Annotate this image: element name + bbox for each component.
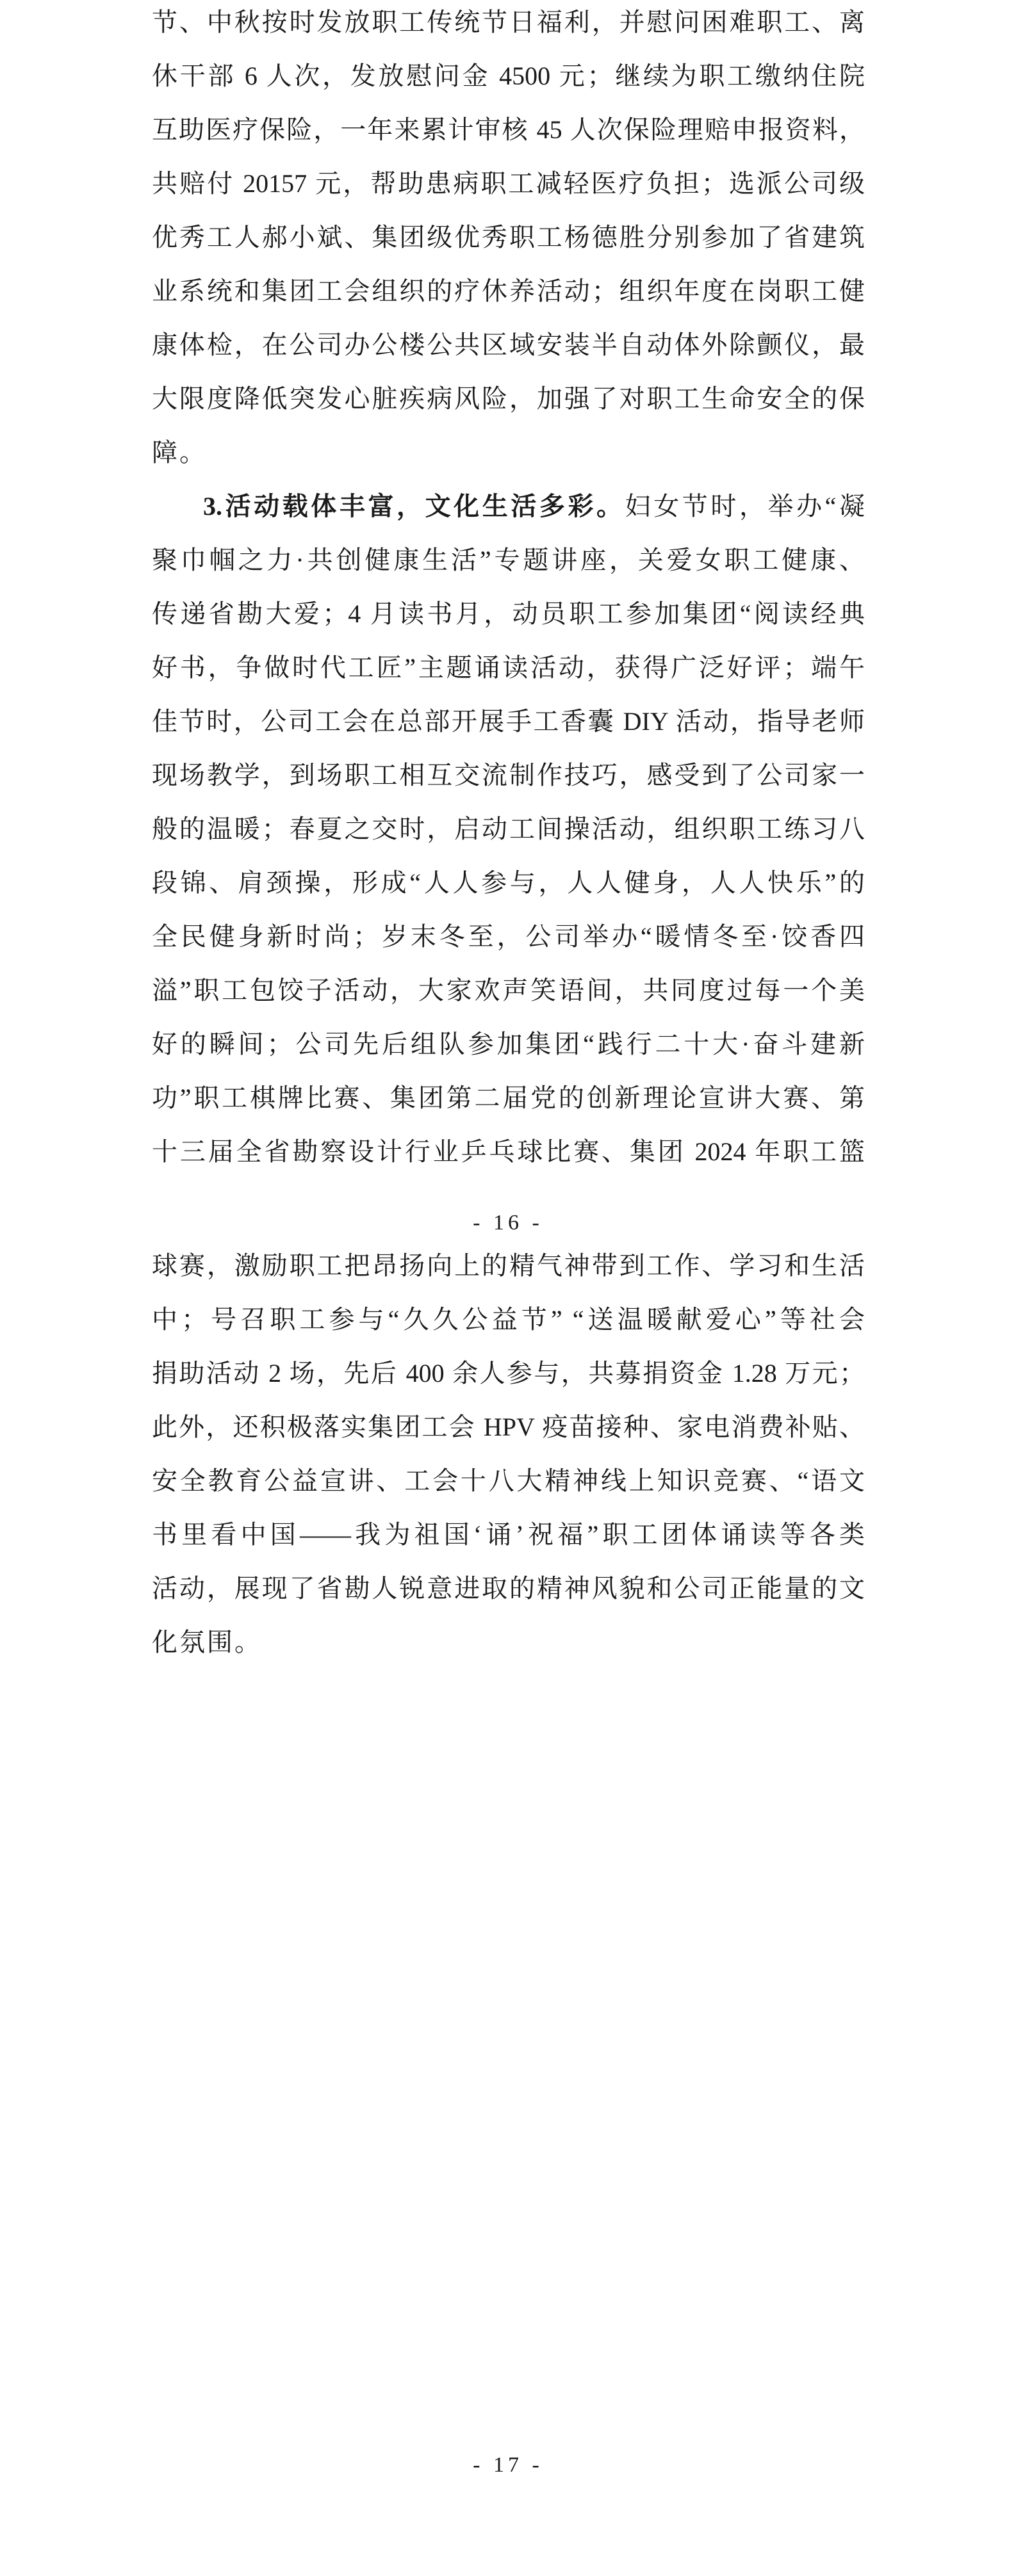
text-line: 活动，展现了省勘人锐意进取的精神风貌和公司正能量的文 <box>152 1574 865 1603</box>
text-line: 中；号召职工参与“久久公益节” “送温暖献爱心”等社会 <box>152 1305 865 1334</box>
text-line: 球赛，激励职工把昂扬向上的精气神带到工作、学习和生活 <box>152 1251 865 1280</box>
text-line: 溢”职工包饺子活动，大家欢声笑语间，共同度过每一个美 <box>152 976 865 1005</box>
text-line: 传递省勘大爱；4 月读书月，动员职工参加集团“阅读经典 <box>152 599 865 628</box>
text-line: 休干部 6 人次，发放慰问金 4500 元；继续为职工缴纳住院 <box>152 61 865 90</box>
page17-text-block <box>152 1239 865 1669</box>
text-line: 化氛围。 <box>152 1628 262 1657</box>
paragraph-heading: 3.活动载体丰富，文化生活多彩。 <box>203 492 625 521</box>
text-line: 全民健身新时尚；岁末冬至，公司举办“暖情冬至·饺香四 <box>152 922 865 951</box>
page16-text-block <box>152 0 865 1179</box>
text-line: 现场教学，到场职工相互交流制作技巧，感受到了公司家一 <box>152 761 865 790</box>
text-line: 节、中秋按时发放职工传统节日福利，并慰问困难职工、离 <box>152 8 865 36</box>
text-line: 安全教育公益宣讲、工会十八大精神线上知识竞赛、“语文 <box>152 1466 865 1495</box>
text-line: 优秀工人郝小斌、集团级优秀职工杨德胜分别参加了省建筑 <box>152 223 865 252</box>
text-line: 此外，还积极落实集团工会 HPV 疫苗接种、家电消费补贴、 <box>152 1413 865 1441</box>
paragraph-text: 妇女节时，举办“凝 <box>625 492 865 521</box>
text-line: 大限度降低突发心脏疾病风险，加强了对职工生命安全的保 <box>152 384 865 413</box>
text-line: 好书，争做时代工匠”主题诵读活动，获得广泛好评；端午 <box>152 653 865 682</box>
text-line <box>152 480 865 533</box>
page-number-17: - 17 - <box>473 2453 543 2477</box>
text-line: 共赔付 20157 元，帮助患病职工减轻医疗负担；选派公司级 <box>152 169 865 198</box>
text-line: 佳节时，公司工会在总部开展手工香囊 DIY 活动，指导老师 <box>152 707 865 736</box>
text-line: 好的瞬间；公司先后组队参加集团“践行二十大·奋斗建新 <box>152 1030 865 1058</box>
text-line: 段锦、肩颈操，形成“人人参与，人人健身，人人快乐”的 <box>152 868 865 897</box>
text-line: 互助医疗保险，一年来累计审核 45 人次保险理赔申报资料， <box>152 115 865 144</box>
page-number-16: - 16 - <box>473 1211 543 1235</box>
text-line: 障。 <box>152 438 207 467</box>
text-line: 十三届全省勘察设计行业乒乓球比赛、集团 2024 年职工篮 <box>152 1137 865 1166</box>
text-line: 捐助活动 2 场，先后 400 余人参与，共募捐资金 1.28 万元； <box>152 1359 865 1388</box>
text-line: 书里看中国——我为祖国‘诵’祝福”职工团体诵读等各类 <box>152 1520 865 1549</box>
text-line: 康体检，在公司办公楼公共区域安装半自动体外除颤仪，最 <box>152 330 865 359</box>
text-line: 功”职工棋牌比赛、集团第二届党的创新理论宣讲大赛、第 <box>152 1083 865 1112</box>
text-line: 业系统和集团工会组织的疗休养活动；组织年度在岗职工健 <box>152 277 865 305</box>
text-line: 聚巾帼之力·共创健康生活”专题讲座，关爱女职工健康、 <box>152 546 865 574</box>
text-line: 般的温暖；春夏之交时，启动工间操活动，组织职工练习八 <box>152 814 865 843</box>
